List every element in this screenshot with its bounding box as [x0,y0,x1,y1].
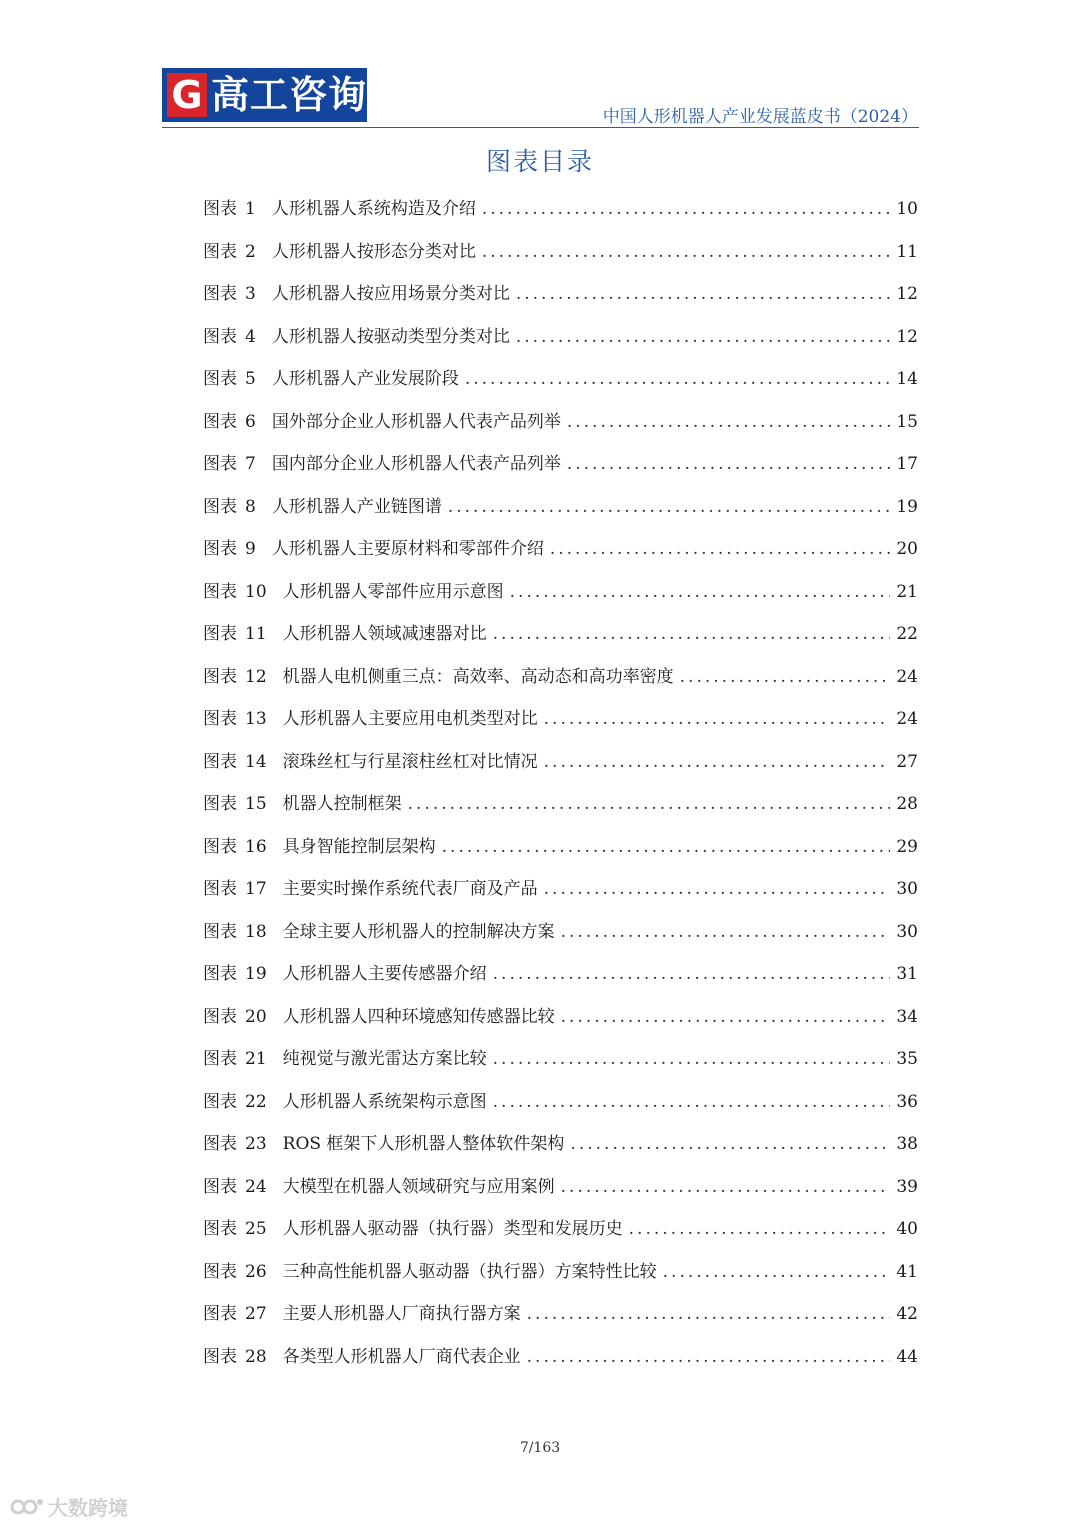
toc-entry-number: 6 [245,411,256,432]
toc-leader-dots [493,1081,891,1124]
toc-entry-page: 35 [896,1049,918,1069]
toc-entry-page: 12 [896,326,918,347]
toc-entry-number: 24 [245,1176,267,1197]
watermark [10,1492,128,1521]
toc-entry[interactable] [203,401,918,444]
toc-entry-number: 1 [245,199,256,219]
toc-entry-title: 人形机器人系统架构示意图 [282,1091,487,1112]
toc-entry-page: 27 [896,751,918,772]
toc-entry-title: 具身智能控制层架构 [282,836,436,857]
toc-entry-number: 5 [245,369,256,389]
toc-entry-title: 主要实时操作系统代表厂商及产品 [282,879,538,899]
toc-entry-number: 17 [245,879,267,899]
toc-entry-label: 图表 9 [203,528,256,571]
toc-entry-title: 三种高性能机器人驱动器（执行器）方案特性比较 [282,1261,657,1282]
toc-entry-label: 图表 1 [203,188,256,231]
toc-leader-dots [442,826,891,869]
toc-entry-title: 国外部分企业人形机器人代表产品列举 [271,411,561,432]
toc-entry-page: 10 [896,199,918,219]
logo-mark: G [167,73,207,117]
toc-entry[interactable] [203,316,918,359]
toc-entry-page: 24 [896,709,918,729]
toc-entry-page: 40 [896,1219,918,1239]
toc-leader-dots [516,273,891,316]
toc-entry-number: 19 [245,964,267,984]
toc-entry-number: 4 [245,326,256,347]
toc-entry-number: 3 [245,284,256,304]
toc-leader-dots [448,486,891,529]
toc-entry-number: 22 [245,1091,267,1112]
toc-entry[interactable] [203,486,918,529]
toc-leader-dots [550,528,891,571]
toc-entry-title: 纯视觉与激光雷达方案比较 [282,1049,487,1069]
toc-entry[interactable] [203,613,918,656]
toc-entry-title: 大模型在机器人领域研究与应用案例 [282,1176,555,1197]
toc-entry-title: 人形机器人按驱动类型分类对比 [271,326,510,347]
toc-entry[interactable] [203,911,918,954]
toc-entry[interactable] [203,868,918,911]
toc-entry-number: 15 [245,794,267,814]
toc-entry[interactable] [203,528,918,571]
toc-entry-page: 28 [896,794,918,814]
toc-entry-page: 41 [896,1261,918,1282]
toc-entry-number: 20 [245,1006,267,1027]
toc-entry-title: 机器人电机侧重三点：高效率、高动态和高功率密度 [282,666,674,687]
toc-entry[interactable] [203,698,918,741]
toc-entry-number: 7 [245,454,256,474]
toc-entry-title: 滚珠丝杠与行星滚柱丝杠对比情况 [282,751,538,772]
toc-leader-dots [544,868,891,911]
toc-entry-page: 12 [896,284,918,304]
toc-entry-label: 图表 14 [203,741,267,784]
toc-entry-page: 42 [896,1304,918,1324]
toc-entry-label: 图表 13 [203,698,267,741]
toc-entry-title: 机器人控制框架 [282,794,402,814]
toc-entry-number: 9 [245,539,256,559]
watermark-text: 大数跨境 [48,1496,128,1520]
toc-entry-label: 图表 2 [203,231,256,274]
toc-entry-label: 图表 23 [203,1123,267,1166]
toc-entry-page: 34 [896,1006,918,1027]
toc-leader-dots [561,1166,891,1209]
toc-entry-page: 21 [896,581,918,602]
toc-entry-number: 21 [245,1049,267,1069]
toc-entry[interactable] [203,1251,918,1294]
toc-leader-dots [544,698,891,741]
toc-entry-title: 人形机器人按形态分类对比 [271,241,476,262]
toc-leader-dots [567,443,891,486]
toc-entry[interactable] [203,188,918,231]
toc-entry-page: 44 [896,1346,918,1367]
toc-leader-dots [408,783,891,826]
toc-entry[interactable] [203,358,918,401]
toc-entry[interactable] [203,996,918,1039]
toc-entry-title: 人形机器人按应用场景分类对比 [271,284,510,304]
toc-entry-label: 图表 11 [203,613,267,656]
toc-entry-title: 人形机器人零部件应用示意图 [282,581,504,602]
toc-entry-label: 图表 12 [203,656,267,699]
toc-entry-label: 图表 24 [203,1166,267,1209]
toc-entry-title: 人形机器人四种环境感知传感器比较 [282,1006,555,1027]
watermark-logo-icon [10,1496,44,1518]
toc-leader-dots [527,1293,891,1336]
toc-entry-label: 图表 26 [203,1251,267,1294]
toc-entry-page: 15 [896,411,918,432]
toc-leader-dots [567,401,891,444]
document-title: 中国人形机器人产业发展蓝皮书（2024） [602,107,918,127]
toc-leader-dots [570,1123,890,1166]
toc-entry-page: 29 [896,836,918,857]
toc-leader-dots [680,656,891,699]
toc-entry[interactable] [203,783,918,826]
toc-heading: 图表目录 [485,147,594,176]
toc-entry[interactable] [203,1336,918,1379]
toc-entry-page: 14 [896,369,918,389]
toc-entry-label: 图表 28 [203,1336,267,1379]
toc-entry[interactable] [203,1293,918,1336]
toc-entry[interactable] [203,741,918,784]
toc-entry-number: 28 [245,1346,267,1367]
toc-entry-page: 19 [896,496,918,517]
toc-entry-title: 人形机器人主要应用电机类型对比 [282,709,538,729]
toc-entry[interactable] [203,1166,918,1209]
toc-entry-title: 人形机器人驱动器（执行器）类型和发展历史 [282,1219,623,1239]
toc-entry[interactable] [203,273,918,316]
toc-leader-dots [493,1038,891,1081]
toc-list [203,188,918,1378]
toc-entry-label: 图表 7 [203,443,256,486]
toc-entry-title: 全球主要人形机器人的控制解决方案 [282,921,555,942]
toc-entry-page: 30 [896,921,918,942]
toc-entry-title: 人形机器人主要原材料和零部件介绍 [271,539,544,559]
toc-leader-dots [516,316,891,359]
toc-leader-dots [482,188,891,231]
toc-leader-dots [663,1251,891,1294]
toc-entry-number: 13 [245,709,267,729]
toc-entry-label: 图表 15 [203,783,267,826]
toc-entry[interactable] [203,231,918,274]
toc-entry-label: 图表 16 [203,826,267,869]
toc-entry-page: 36 [896,1091,918,1112]
toc-entry-title: 国内部分企业人形机器人代表产品列举 [271,454,561,474]
toc-entry-title: 人形机器人产业链图谱 [271,496,442,517]
toc-leader-dots [629,1208,891,1251]
toc-entry-label: 图表 10 [203,571,267,614]
toc-entry-title: ROS 框架下人形机器人整体软件架构 [282,1134,565,1154]
toc-entry-title: 人形机器人系统构造及介绍 [271,199,476,219]
toc-leader-dots [510,571,891,614]
toc-entry-number: 8 [245,496,256,517]
toc-entry-page: 30 [896,879,918,899]
toc-entry-number: 14 [245,751,267,772]
toc-entry[interactable] [203,571,918,614]
page-number: 7/163 [519,1440,561,1456]
toc-entry-title: 人形机器人产业发展阶段 [271,369,459,389]
toc-entry-number: 18 [245,921,267,942]
toc-leader-dots [493,953,891,996]
toc-leader-dots [493,613,891,656]
toc-entry[interactable] [203,443,918,486]
toc-entry-page: 20 [896,539,918,559]
toc-entry-number: 26 [245,1261,267,1282]
toc-entry[interactable] [203,826,918,869]
toc-leader-dots [561,911,891,954]
toc-entry-number: 16 [245,836,267,857]
toc-entry-label: 图表 25 [203,1208,267,1251]
toc-entry-label: 图表 8 [203,486,256,529]
header-divider [162,127,919,128]
toc-entry-label: 图表 3 [203,273,256,316]
toc-entry[interactable] [203,1123,918,1166]
toc-entry-number: 10 [245,581,267,602]
toc-entry-label: 图表 4 [203,316,256,359]
toc-entry-number: 25 [245,1219,267,1239]
toc-leader-dots [544,741,891,784]
company-logo [162,68,367,122]
toc-entry-page: 17 [896,454,918,474]
toc-leader-dots [482,231,891,274]
toc-entry-page: 24 [896,666,918,687]
toc-entry-page: 11 [896,241,918,262]
toc-entry-label: 图表 6 [203,401,256,444]
toc-entry-number: 2 [245,241,256,262]
toc-entry-label: 图表 22 [203,1081,267,1124]
logo-text: 高工咨询 [210,73,367,117]
toc-entry-title: 人形机器人领域减速器对比 [282,624,487,644]
toc-entry-number: 11 [245,624,267,644]
toc-entry-label: 图表 18 [203,911,267,954]
toc-entry[interactable] [203,1038,918,1081]
toc-entry[interactable] [203,1081,918,1124]
toc-entry-title: 人形机器人主要传感器介绍 [282,964,487,984]
toc-entry-label: 图表 17 [203,868,267,911]
toc-entry-number: 27 [245,1304,267,1324]
toc-entry-page: 31 [896,964,918,984]
toc-leader-dots [527,1336,891,1379]
toc-leader-dots [561,996,891,1039]
toc-entry-label: 图表 5 [203,358,256,401]
toc-entry[interactable] [203,953,918,996]
toc-entry-label: 图表 21 [203,1038,267,1081]
toc-entry-label: 图表 27 [203,1293,267,1336]
toc-entry-page: 38 [896,1134,918,1154]
toc-entry-page: 39 [896,1176,918,1197]
toc-entry-number: 12 [245,666,267,687]
toc-entry[interactable] [203,656,918,699]
toc-entry[interactable] [203,1208,918,1251]
toc-entry-label: 图表 20 [203,996,267,1039]
toc-entry-page: 22 [896,624,918,644]
toc-entry-title: 主要人形机器人厂商执行器方案 [282,1304,521,1324]
toc-leader-dots [465,358,891,401]
toc-entry-label: 图表 19 [203,953,267,996]
toc-entry-number: 23 [245,1134,267,1154]
toc-entry-title: 各类型人形机器人厂商代表企业 [282,1346,521,1367]
